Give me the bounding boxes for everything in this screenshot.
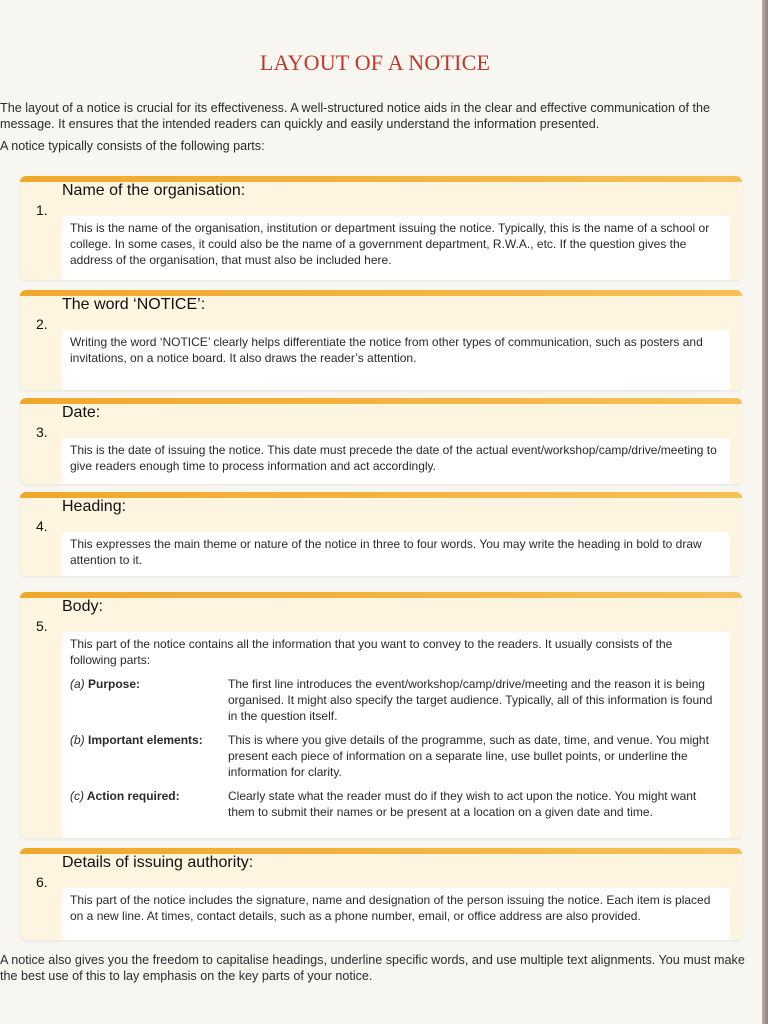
section-number: 2.	[36, 316, 48, 332]
page-edge-shadow	[762, 0, 768, 1024]
footer-paragraph: A notice also gives you the freedom to capitalise headings, underline specific words, and use multiple text alignments. You must make the best use of this to lay emphasis on the key parts of your notice.	[0, 953, 745, 983]
subpart-title: Purpose:	[88, 677, 141, 691]
section-accent-bar	[20, 398, 742, 404]
subpart-purpose	[70, 676, 720, 724]
section-text: This part of the notice includes the signature, name and designation of the person issuing the notice. Each item is placed on a new line. At times, contact details, such as a phone number, email, or office address are also provided.	[70, 893, 711, 923]
section-content	[62, 632, 730, 838]
section-heading: Name of the organisation:	[62, 182, 246, 199]
subpart-text: This is where you give details of the programme, such as date, time, and venue. You might present each piece of information on a separate line, use bullet points, or underline the information for clarity.	[228, 733, 709, 779]
section-heading: Date:	[62, 404, 101, 421]
section-heading: Details of issuing authority:	[62, 854, 254, 871]
section-number: 5.	[36, 618, 48, 634]
section-card-3	[20, 398, 742, 484]
section-number: 6.	[36, 874, 48, 890]
section-accent-bar	[20, 592, 742, 598]
subpart-letter: (c)	[70, 789, 84, 803]
subpart-text: The first line introduces the event/workshop/camp/drive/meeting and the reason it is being organised. It might also specify the target audience. Typically, all of this information is found in the question itself.	[228, 677, 713, 723]
section-text: This part of the notice contains all the information that you want to convey to the readers. It usually consists of the following parts:	[70, 637, 673, 667]
page-title: LAYOUT OF A NOTICE	[259, 50, 491, 75]
section-text: This expresses the main theme or nature of the notice in three to four words. You may write the heading in bold to draw attention to it.	[70, 537, 702, 567]
body-subparts	[70, 676, 720, 820]
section-heading: The word ‘NOTICE’:	[62, 296, 206, 313]
subpart-letter: (a)	[70, 677, 85, 691]
section-heading: Heading:	[62, 498, 127, 515]
subpart-title: Important elements:	[88, 733, 203, 747]
subpart-label	[70, 676, 220, 724]
intro-paragraph-2: A notice typically consists of the following parts:	[0, 139, 265, 153]
intro-text	[0, 100, 752, 154]
section-card-2	[20, 290, 742, 390]
section-number: 3.	[36, 424, 48, 440]
section-text: This is the name of the organisation, institution or department issuing the notice. Typically, this is the name of a school or college. In some cases, it could also be the name of a government department, R.W.A., etc. If the question gives the address of the organisation, that must also be included here.	[70, 221, 710, 267]
section-content	[62, 330, 730, 390]
section-accent-bar	[20, 492, 742, 498]
subpart-important-elements	[70, 732, 720, 780]
section-card-6	[20, 848, 742, 940]
subpart-text: Clearly state what the reader must do if they wish to act upon the notice. You might want them to submit their names or be present at a location on a given date and time.	[228, 789, 697, 819]
section-card-1	[20, 176, 742, 280]
subpart-label	[70, 732, 220, 780]
section-number: 1.	[36, 202, 48, 218]
section-content	[62, 216, 730, 280]
intro-paragraph-1: The layout of a notice is crucial for its effectiveness. A well-structured notice aids in the clear and effective communication of the message. It ensures that the intended readers can quickly and easily understand the information presented.	[0, 101, 711, 131]
section-number: 4.	[36, 518, 48, 534]
section-heading: Body:	[62, 598, 103, 615]
subpart-label	[70, 788, 220, 820]
section-content	[62, 888, 730, 940]
section-text: Writing the word ‘NOTICE’ clearly helps differentiate the notice from other types of communication, such as posters and invitations, on a notice board. It also draws the reader’s attention.	[70, 335, 703, 365]
subpart-letter: (b)	[70, 733, 85, 747]
section-text: This is the date of issuing the notice. This date must precede the date of the actual event/workshop/camp/drive/meeting to give readers enough time to process information and act accordingly.	[70, 443, 717, 473]
section-card-5	[20, 592, 742, 838]
subpart-action-required	[70, 788, 720, 820]
section-content	[62, 532, 730, 576]
section-card-4	[20, 492, 742, 576]
section-content	[62, 438, 730, 484]
subpart-title: Action required:	[86, 789, 180, 803]
